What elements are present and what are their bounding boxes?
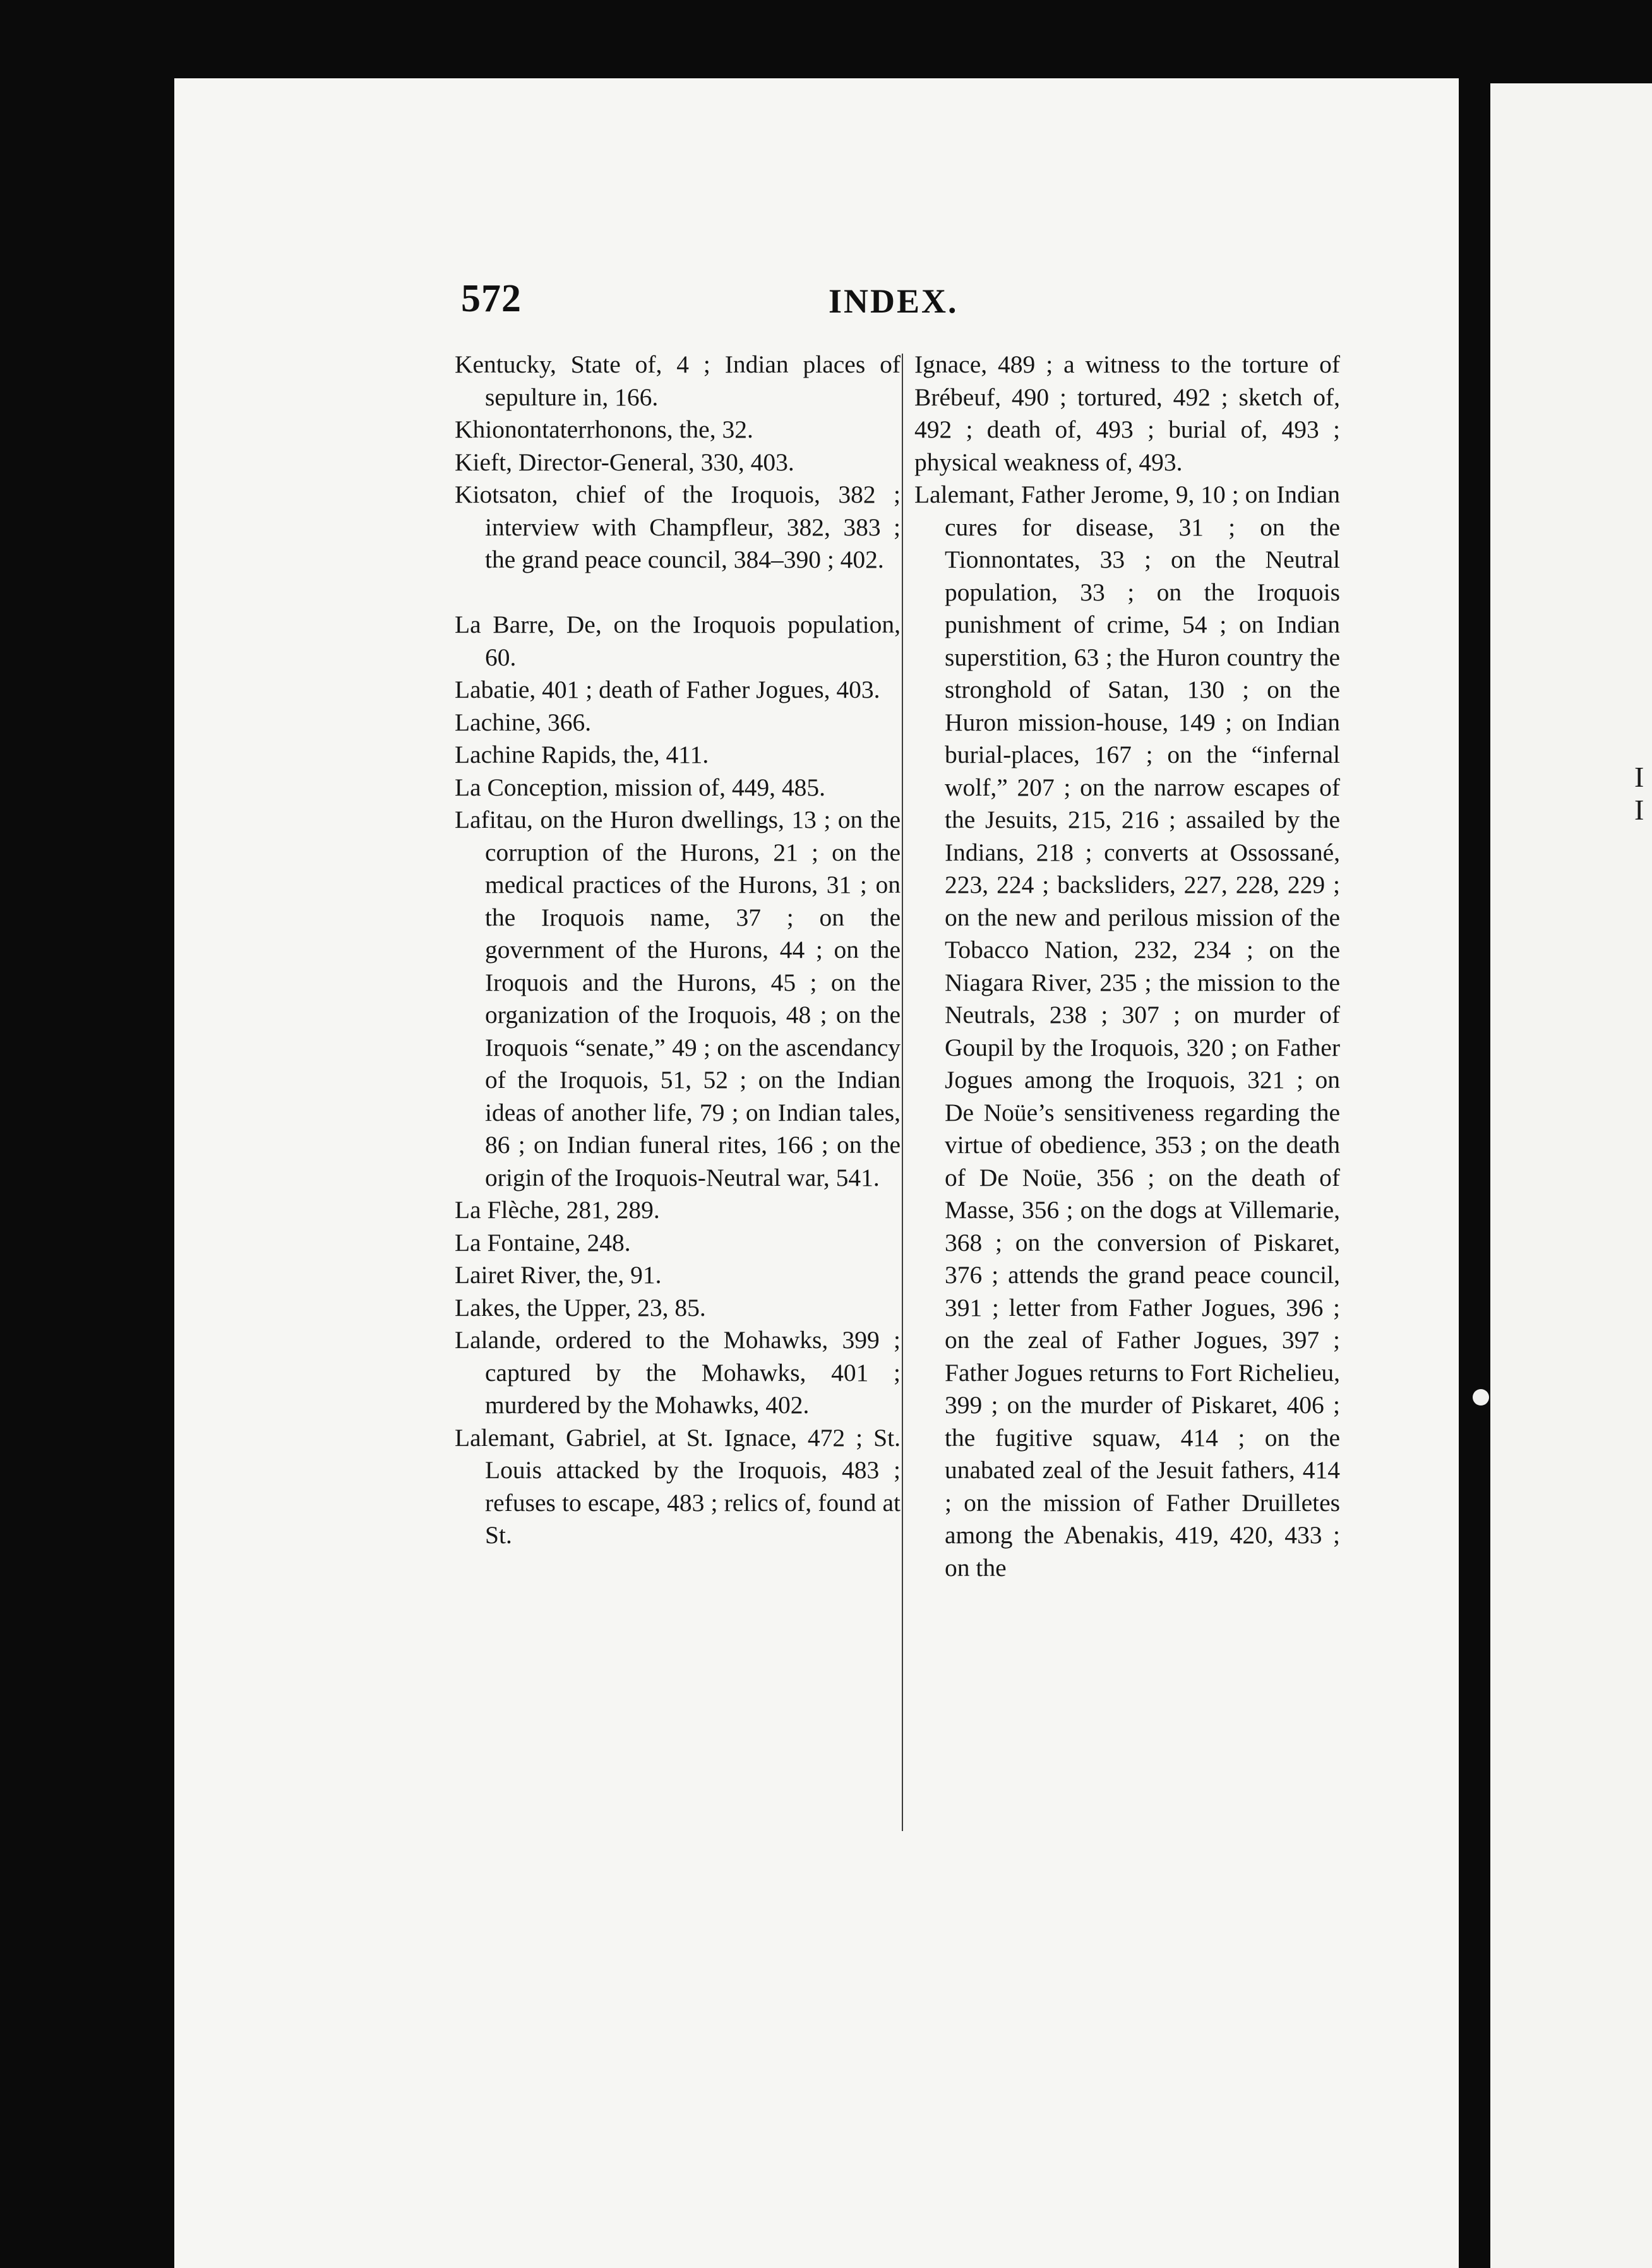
index-entry: Lalemant, Father Jerome, 9, 10 ; on Indian cures for disease, 31 ; on the Tionnontates, 33 ; on the Neutral population, 33 ; on the Iroquois punishment of crime, 54 ; on Indian superstition, 63 ; the Huron country the stronghold of Satan, 130 ; on the Huron mission-house, 149 ; on Indian burial-places, 167 ; on the “infernal wolf,” 207 ; on the narrow escapes of the Jesuits, 215, 216 ; assailed by the Indians, 218 ; converts at Ossossané, 223, 224 ; backsliders, 227, 228, 229 ; on the new and perilous mission of the Tobacco Nation, 232, 234 ; on the Niagara River, 235 ; the mission to the Neutrals, 238 ; 307 ; on murder of Goupil by the Iroquois, 320 ; on Father Jogues among the Iroquois, 321 ; on De Noüe’s sensitiveness regarding the virtue of obedience, 353 ; on the death of De Noüe, 356 ; on the death of Masse, 356 ; on the dogs at Villemarie, 368 ; on the conversion of Piskaret, 376 ; attends the grand peace council, 391 ; letter from Father Jogues, 396 ; on the zeal of Father Jogues, 397 ; Father Jogues returns to Fort Richelieu, 399 ; on the murder of Piskaret, 406 ; the fugitive squaw, 414 ; on the unabated zeal of the Jesuit fathers, 414 ; on the mission of Father Druilletes among the Abenakis, 419, 420, 433 ; on the xyxy=(914,480,1340,1582)
index-entry: Lalande, ordered to the Mohawks, 399 ; captured by the Mohawks, 401 ; murdered by the Mohawks, 402. xyxy=(455,1326,901,1419)
page-number: 572 xyxy=(461,277,522,320)
adjacent-page-letter: I xyxy=(1634,794,1644,826)
running-head: INDEX. xyxy=(829,282,959,320)
index-entry: La Flèche, 281, 289. xyxy=(455,1196,660,1224)
index-entry: Kiotsaton, chief of the Iroquois, 382 ; interview with Champfleur, 382, 383 ; the grand peace council, 384–390 ; 402. xyxy=(455,480,901,573)
adjacent-page-letter: I xyxy=(1634,761,1644,793)
index-entry: Lairet River, the, 91. xyxy=(455,1261,662,1289)
index-entry: Lakes, the Upper, 23, 85. xyxy=(455,1293,706,1322)
index-entry: Lafitau, on the Huron dwellings, 13 ; on the corruption of the Hurons, 21 ; on the medical practices of the Hurons, 31 ; on the Iroquois name, 37 ; on the government of the Hurons, 44 ; on the Iroquois and the Hurons, 45 ; on the organization of the Iroquois, 48 ; on the Iroquois “senate,” 49 ; on the ascendancy of the Iroquois, 51, 52 ; on the Indian ideas of another life, 79 ; on Indian tales, 86 ; on Indian funeral rites, 166 ; on the origin of the Iroquois-Neutral war, 541. xyxy=(455,806,901,1191)
letter-section-gap xyxy=(455,576,901,609)
column-divider xyxy=(902,354,903,1831)
index-entry: La Barre, De, on the Iroquois population, 60. xyxy=(455,611,901,671)
index-entry: Kentucky, State of, 4 ; Indian places of sepulture in, 166. xyxy=(455,350,901,411)
index-column-left xyxy=(455,349,901,1552)
index-column-right xyxy=(914,349,1340,1584)
paper-speck xyxy=(1473,1389,1489,1406)
index-entry: Khionontaterrhonons, the, 32. xyxy=(455,415,753,443)
index-entry: Kieft, Director-General, 330, 403. xyxy=(455,448,794,476)
index-entry: Lachine Rapids, the, 411. xyxy=(455,741,709,768)
index-entry-continuation: Ignace, 489 ; a witness to the torture of Brébeuf, 490 ; tortured, 492 ; sketch of, 492 ; death of, 493 ; burial of, 493 ; physical weakness of, 493. xyxy=(914,350,1340,476)
index-entry: La Conception, mission of, 449, 485. xyxy=(455,773,825,801)
index-entry: Labatie, 401 ; death of Father Jogues, 403. xyxy=(455,676,880,703)
index-entry: Lachine, 366. xyxy=(455,708,592,736)
adjacent-page-edge xyxy=(1490,83,1652,2268)
index-entry: La Fontaine, 248. xyxy=(455,1228,631,1256)
index-entry: Lalemant, Gabriel, at St. Ignace, 472 ; St. Louis attacked by the Iroquois, 483 ; refuses to escape, 483 ; relics of, found at St. xyxy=(455,1423,901,1549)
